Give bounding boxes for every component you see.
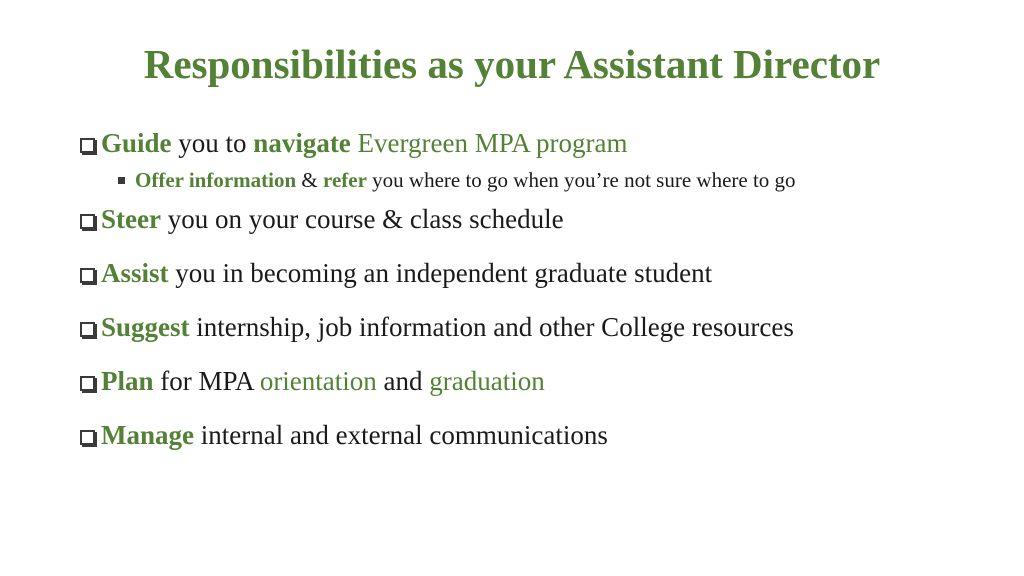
bullet-highlight: Evergreen MPA program [357,128,628,158]
bullet-highlight: orientation [259,366,377,396]
checkbox-square-icon [80,214,95,229]
bullet-keyword: Assist [101,258,169,288]
subbullet-text: & [296,168,324,192]
checkbox-square-icon [80,376,95,391]
bullet-manage [80,420,608,451]
bullet-text: you in becoming an independent graduate student [168,258,713,288]
bullet-text: you on your course & class schedule [160,204,564,234]
subbullet-keyword: Offer information [135,168,297,192]
bullet-text-2 [351,128,358,159]
checkbox-square-icon [80,138,95,153]
checkbox-square-icon [80,268,95,283]
bullet-text: internal and external communications [193,420,608,450]
bullet-keyword: Guide [101,128,172,158]
subbullet-offer [118,168,796,193]
bullet-text: internship, job information and other College resources [189,312,794,342]
checkbox-square-icon [80,430,95,445]
bullet-steer [80,204,564,235]
bullet-text: for MPA [153,366,260,396]
bullet-plan [80,366,545,397]
bullet-text: you to [171,128,254,158]
small-square-icon [118,177,125,184]
bullet-suggest [80,312,794,343]
subbullet-keyword-2: refer [323,168,367,192]
bullet-guide [80,128,628,159]
bullet-keyword: Plan [101,366,154,396]
bullet-assist [80,258,712,289]
checkbox-square-icon [80,322,95,337]
slide-title: Responsibilities as your Assistant Director [143,41,881,87]
bullet-highlight-2: graduation [429,366,545,396]
bullet-keyword: Manage [101,420,194,450]
bullet-text-2: and [376,366,430,396]
bullet-keyword: Steer [101,204,161,234]
bullet-keyword-2: navigate [253,128,351,158]
subbullet-text-2: you where to go when you’re not sure where to go [366,168,796,192]
bullet-keyword: Suggest [101,312,190,342]
